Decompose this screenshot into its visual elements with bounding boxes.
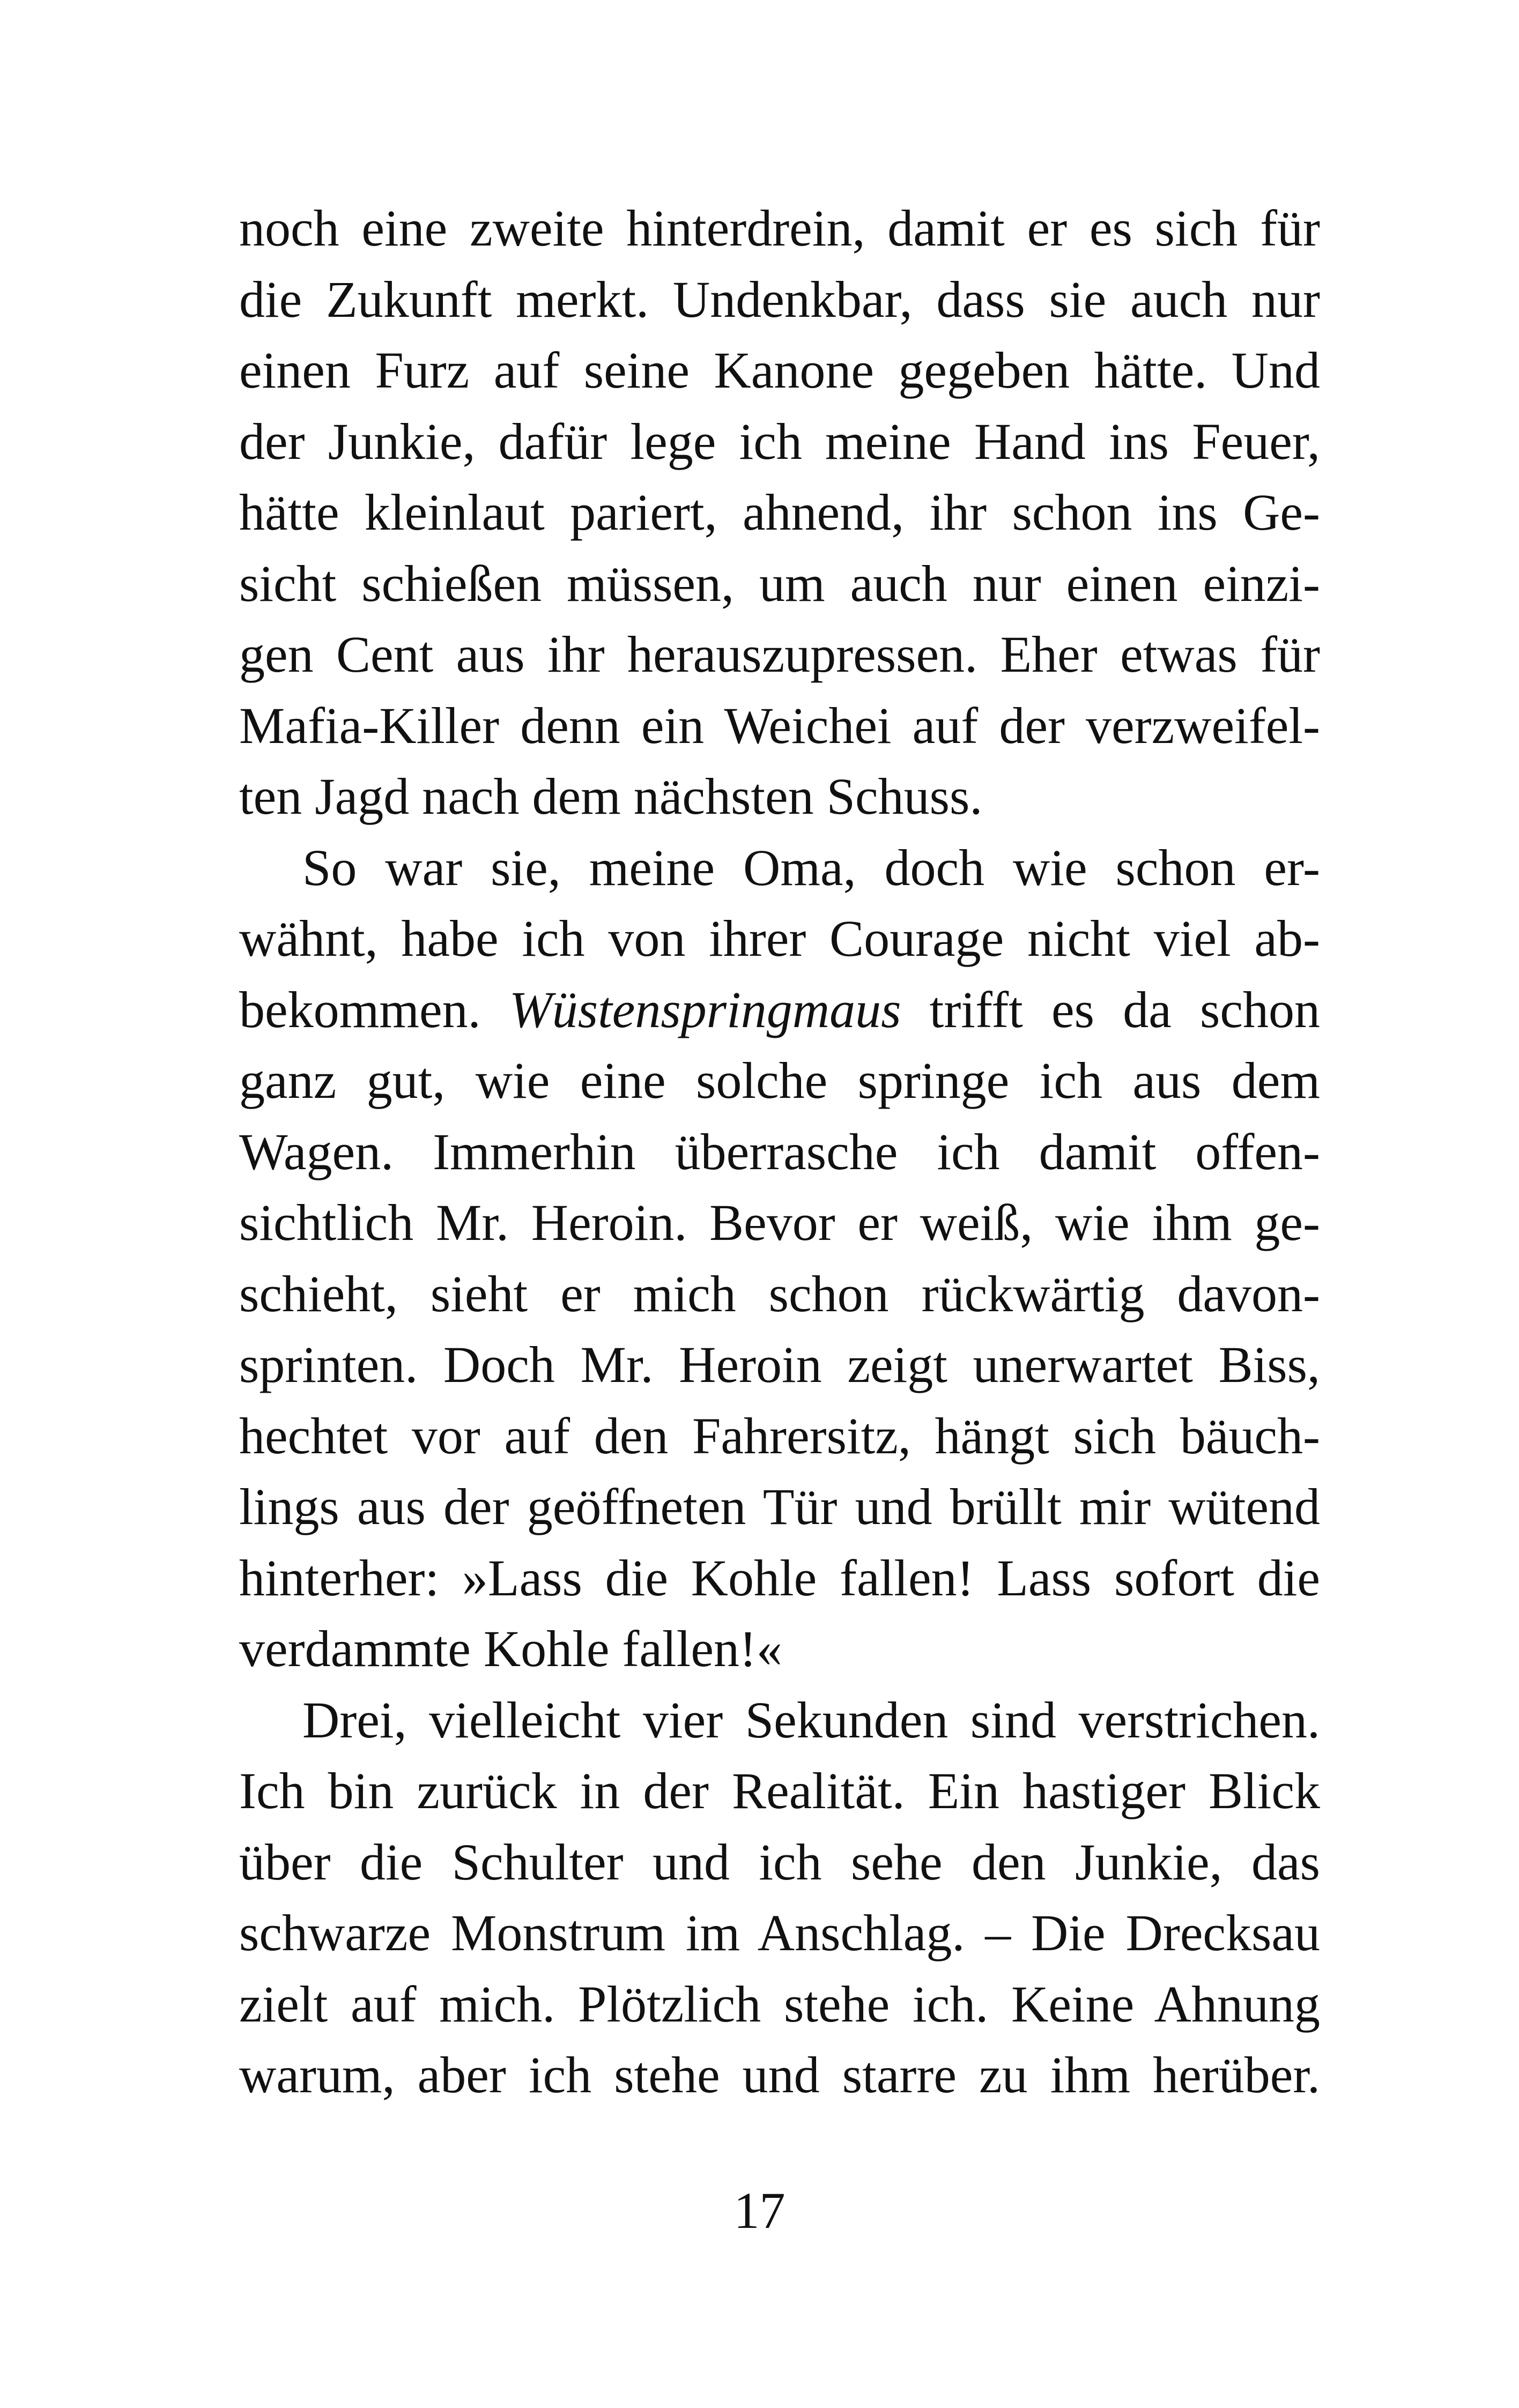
page-number: 17 [733, 2182, 786, 2239]
text-line: gen Cent aus ihr herauszupressen. Eher etwas für [239, 626, 1320, 683]
text-line: warum, aber ich stehe und starre zu ihm herüber. [239, 2046, 1320, 2104]
text-line: So war sie, meine Oma, doch wie schon er- [302, 838, 1320, 896]
text-line: Mafia-Killer denn ein Weichei auf der verzweifel- [239, 696, 1320, 754]
text-line: lings aus der geöffneten Tür und brüllt mir wütend [239, 1478, 1320, 1535]
text-line: über die Schulter und ich sehe den Junkie, das [239, 1833, 1320, 1891]
text-line: Wagen. Immerhin überrasche ich damit offen- [239, 1123, 1320, 1180]
text-line: Ich bin zurück in der Realität. Ein hastiger Blick [239, 1762, 1320, 1819]
text-line: Drei, vielleicht vier Sekunden sind verstrichen. [302, 1691, 1320, 1749]
text-line: sichtlich Mr. Heroin. Bevor er weiß, wie ihm ge- [239, 1194, 1320, 1251]
text-line: schieht, sieht er mich schon rückwärtig davon- [239, 1265, 1320, 1322]
text-line: schwarze Monstrum im Anschlag. – Die Drecksau [239, 1904, 1320, 1961]
emphasized-word: Wüstenspringmaus [509, 980, 901, 1038]
body-text [239, 193, 1320, 2111]
text-segment: trifft es da schon [901, 980, 1320, 1038]
text-line: der Junkie, dafür lege ich meine Hand ins Feuer, [239, 412, 1320, 470]
text-line: die Zukunft merkt. Undenkbar, dass sie auch nur [239, 270, 1320, 328]
text-line: hätte kleinlaut pariert, ahnend, ihr schon ins Ge- [239, 484, 1320, 541]
text-line-with-emphasis [239, 975, 1320, 1046]
text-line: hinterher: »Lass die Kohle fallen! Lass sofort die [239, 1549, 1320, 1607]
text-line: ten Jagd nach dem nächsten Schuss. [239, 768, 983, 825]
text-line: sprinten. Doch Mr. Heroin zeigt unerwartet Biss, [239, 1336, 1320, 1393]
text-line: zielt auf mich. Plötzlich stehe ich. Keine Ahnung [239, 1975, 1320, 2033]
text-line: verdammte Kohle fallen!« [239, 1620, 782, 1677]
text-line: ganz gut, wie eine solche springe ich aus dem [239, 1052, 1320, 1109]
text-line: einen Furz auf seine Kanone gegeben hätte. Und [239, 341, 1320, 399]
text-line: wähnt, habe ich von ihrer Courage nicht viel ab- [239, 910, 1320, 967]
text-line: noch eine zweite hinterdrein, damit er es sich für [239, 199, 1320, 257]
text-segment: bekommen. [239, 980, 509, 1038]
text-line: hechtet vor auf den Fahrersitz, hängt sich bäuch- [239, 1407, 1320, 1465]
text-line: sicht schießen müssen, um auch nur einen einzi- [239, 554, 1320, 612]
